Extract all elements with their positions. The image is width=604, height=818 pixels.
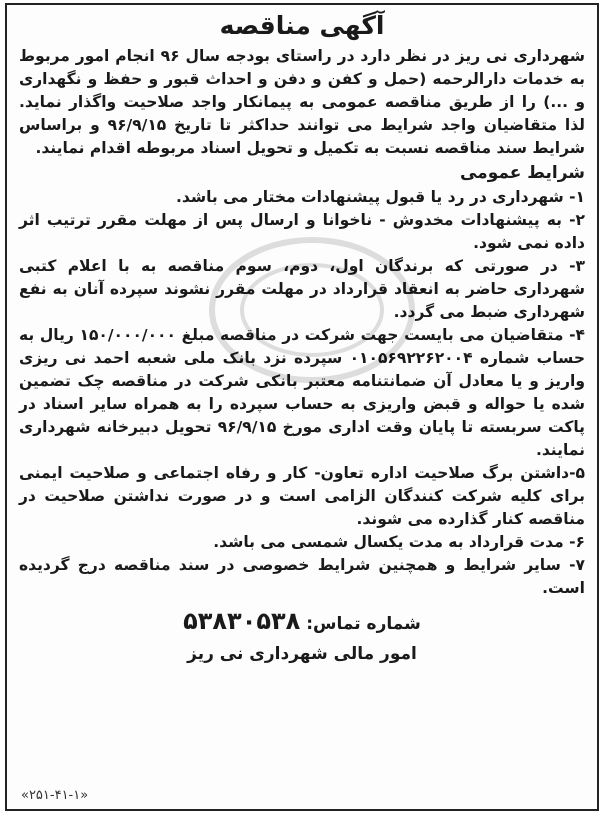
condition-item-5: ۵-داشتن برگ صلاحیت اداره تعاون- کار و رفاه اجتماعی و صلاحیت ایمنی برای کلیه شرکت کنندگان الزامی است و در صورت نداشتن صلاحیت در مناقصه کنار گذارده می شوند. [19,464,585,528]
condition-item-4: ۴- متقاضیان می بایست جهت شرکت در مناقصه مبلغ ۱۵۰/۰۰۰/۰۰۰ ریال به حساب شماره ۰۱۰۵۶۹۲۲۶۲۰۰۴ سپرده نزد بانک ملی شعبه احمد نی ریزی واریز و یا معادل آن ضمانتنامه معتبر بانکی شرکت در مناقصه چک تضمین شده یا حواله و قبض واریزی به حساب سپرده را به همراه سایر اسناد در پاکت سربسته تا پایان وقت اداری مورخ ۹۶/۹/۱۵ تحویل دبیرخانه شهرداری نمایند. [19,326,586,459]
condition-item-1: ۱- شهرداری در رد یا قبول پیشنهادات مختار می باشد. [175,188,585,206]
notice-signature: امور مالی شهرداری نی ریز [187,644,417,664]
condition-item-3: ۳- در صورتی که برندگان اول، دوم، سوم مناقصه به با اعلام کتبی شهرداری حاضر به انعقاد قرارداد در مهلت مقرر نشوند سپرده آنان به نفع شهرداری ضبط می گردد. [19,257,585,321]
condition-item-6: ۶- مدت قرارداد به مدت یکسال شمسی می باشد. [213,533,585,551]
contact-line [19,606,585,639]
condition-item-7: ۷- سایر شرایط و همچنین شرایط خصوصی در سند مناقصه درج گردیده است. [19,556,585,597]
tender-notice [5,3,599,811]
contact-phone: ۵۳۸۳۰۵۳۸ [183,607,301,635]
notice-intro: شهرداری نی ریز در نظر دارد در راستای بودجه سال ۹۶ انجام امور مربوط به خدمات دارالرحمه (حمل و کفن و دفن و احداث قبور و حفظ و نگهداری و ...) را از طریق مناقصه عمومی به پیمانکار واجد صلاحیت واگذار نماید. لذا متقاضیان واجد شرایط می توانند حداکثر تا تاریخ ۹۶/۹/۱۵ و براساس شرایط سند مناقصه نسبت به تکمیل و تحویل اسناد مربوطه اقدام نمایند. [19,47,585,157]
conditions-heading: شرایط عمومی [459,163,585,183]
conditions-list [19,186,585,600]
notice-title: آگهی مناقصه [219,11,385,40]
condition-item-2: ۲- به پیشنهادات مخدوش - ناخوانا و ارسال پس از مهلت مقرر ترتیب اثر داده نمی شود. [19,211,585,252]
notice-code: «۲۵۱-۴۱-۱» [21,788,89,803]
contact-label: شماره تماس: [306,614,421,634]
